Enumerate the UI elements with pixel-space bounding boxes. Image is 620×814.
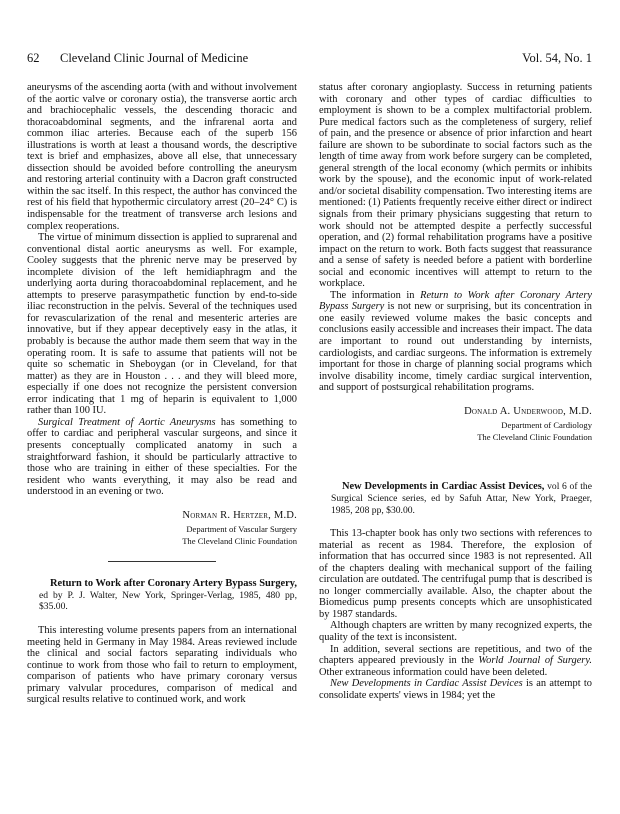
reviewer-department: Department of Cardiology [501,420,592,431]
paragraph: Although chapters are written by many recognized experts, the quality of the text is inconsistent. [319,620,592,643]
journal-title-italic: World Journal of Surgery. [478,655,592,667]
paragraph: In addition, several sections are repetitious, and two of the chapters appeared previously in the World Journal of Surgery. Other extraneous information could have been deleted. [319,643,592,678]
page-number: 62 [27,51,40,65]
book-title-italic: Return to Work after Coronary Artery Bypass Surgery [319,289,592,313]
paragraph: This interesting volume presents papers from an international meeting held in Germany in May 1984. Areas reviewed include the clinical and social factors separating individuals who continue to work from those who fail to return to employment, comparison of patients who have primary coronary versus primary valvular procedures, comparison of medical and surgical results relative to continued work, and work [27,624,297,706]
reviewer-institution: The Cleveland Clinic Foundation [477,431,592,442]
paragraph: status after coronary angioplasty. Success in returning patients with coronary and other types of cardiac difficulties to employment is shown to be a complex multifactorial problem. Pure medical factors such as the completeness of surgery, relief of pain, and the presence or absence of prior infarction and heart failure are shown to be subordinate to social factors such as the length of time away from work before surgery can be completed, general strength of the local economy (which permits or inhibits work by the spouse), and the economic input of work-related and/or societal disability compensation. Two interesting items are mentioned: (1) Patients frequently receive either direct or indirect signals from their primary physicians suggesting that return to work should not be attempted despite a perfectly successful operation, and (2) formal rehabilitation programs have a positive impact on the return to work. Both facts suggest that reassurance and a sense of safety is needed before a patient with borderline social and economic incentives will attempt to return to the workplace. [319,82,592,290]
review-heading [319,481,592,516]
paragraph: This 13-chapter book has only two sections with references to material as recent as 1984. Therefore, the explosion of information that has occurred since 1983 is not represented. All of the chapters dealing with mechanical support of the failing circulation are outdated. The centrifugal pump that is described is no longer commercially available. Also, the chapter about the Biomedicus pump presents concepts which are unsophisticated by 1987 standards. [319,528,592,620]
running-header [27,51,592,67]
reviewer-institution: The Cleveland Clinic Foundation [182,535,297,546]
left-column [27,82,297,706]
review-bibliography: ed by P. J. Walter, New York, Springer-Verlag, 1985, 480 pp, $35.00. [39,589,297,613]
book-title-italic: New Developments in Cardiac Assist Devices [330,678,523,690]
review-book-title: Return to Work after Coronary Artery Bypass Surgery, [50,578,297,590]
reviewer-signature [27,510,297,522]
paragraph: Surgical Treatment of Aortic Aneurysms has something to offer to cardiac and peripheral vascular surgeons, and since it presents conceptually complicated anatomy in such a straightforward fashion, it should be particularly attractive to those who are training in either of these specialties. For the resident who wants everything, it may also be read and understood in an evening or two. [27,416,297,498]
reviewer-name: Donald A. Underwood, M.D. [464,405,592,417]
review-bibliography: vol 6 of the Surgical Science series, ed by Safuh Attar, New York, Praeger, 1985, 208 pp, $30.00. [331,481,592,516]
paragraph: The information in Return to Work after Coronary Artery Bypass Surgery is not new or surprising, but its concentration in one easily reviewed volume makes the basic concepts and conclusions easily accessible and increases their impact. The data are important to round out understanding by internists, cardiologists, and cardiac surgeons. The information is extremely important for those in charge of planning social programs which involve disability income, timely cardiac surgical intervention, and support of postsurgical rehabilitation programs. [319,289,592,394]
reviewer-signature [319,406,592,418]
volume-issue: Vol. 54, No. 1 [522,51,592,65]
reviewer-department: Department of Vascular Surgery [186,524,297,535]
journal-title: Cleveland Clinic Journal of Medicine [60,51,249,65]
right-column [319,82,592,701]
reviewer-name: Norman R. Hertzer, M.D. [182,509,297,521]
review-book-title: New Developments in Cardiac Assist Devices, [342,481,545,493]
book-title-italic: Surgical Treatment of Aortic Aneurysms [38,416,216,428]
paragraph: New Developments in Cardiac Assist Devices is an attempt to consolidate experts' views in 1984; yet the [319,678,592,701]
review-heading [27,578,297,613]
paragraph: The virtue of minimum dissection is applied to suprarenal and conventional distal aortic aneurysms as well. For example, Cooley suggests that the phrenic nerve may be preserved by incomplete division of the left hemidiaphragm and the underlying aorta during thoracoabdominal replacement, and he attempts to preserve parasympathetic function by end-to-side iliac reconstruction in the pelvis. Several of the techniques used for revascularization of the renal and mesenteric arteries are innovative, but if they appear deceptively easy in the atlas, it probably is because the author made them seem that way in the operating room. It is safe to assume that patients will not be quite so schematic in Sheboygan (or in Cleveland, for that matter) as they are in Houston . . . and they will bleed more, especially if one does not recognize the persistent conversion error indicating that 1 mg of heparin is equivalent to 1,000 rather than 100 IU. [27,232,297,417]
paragraph: aneurysms of the ascending aorta (with and without involvement of the aortic valve or coronary ostia), the transverse aortic arch and brachiocephalic vessels, the descending thoracic and thoracoabdominal segments, and the infrarenal aorta and common iliac arteries. Because each of the superb 156 illustrations is worth at least a thousand words, the descriptive text is brief and emphasizes, above all else, that unnecessary dissection should be avoided before controlling the aneurysm and restoring arterial continuity with a Dacron graft constructed within the sac itself. In this respect, the author has convinced the rest of his field that hypothermic circulatory arrest (20–24° C) is indispensable for the treatment of transverse arch lesions and complex reoperations. [27,82,297,232]
